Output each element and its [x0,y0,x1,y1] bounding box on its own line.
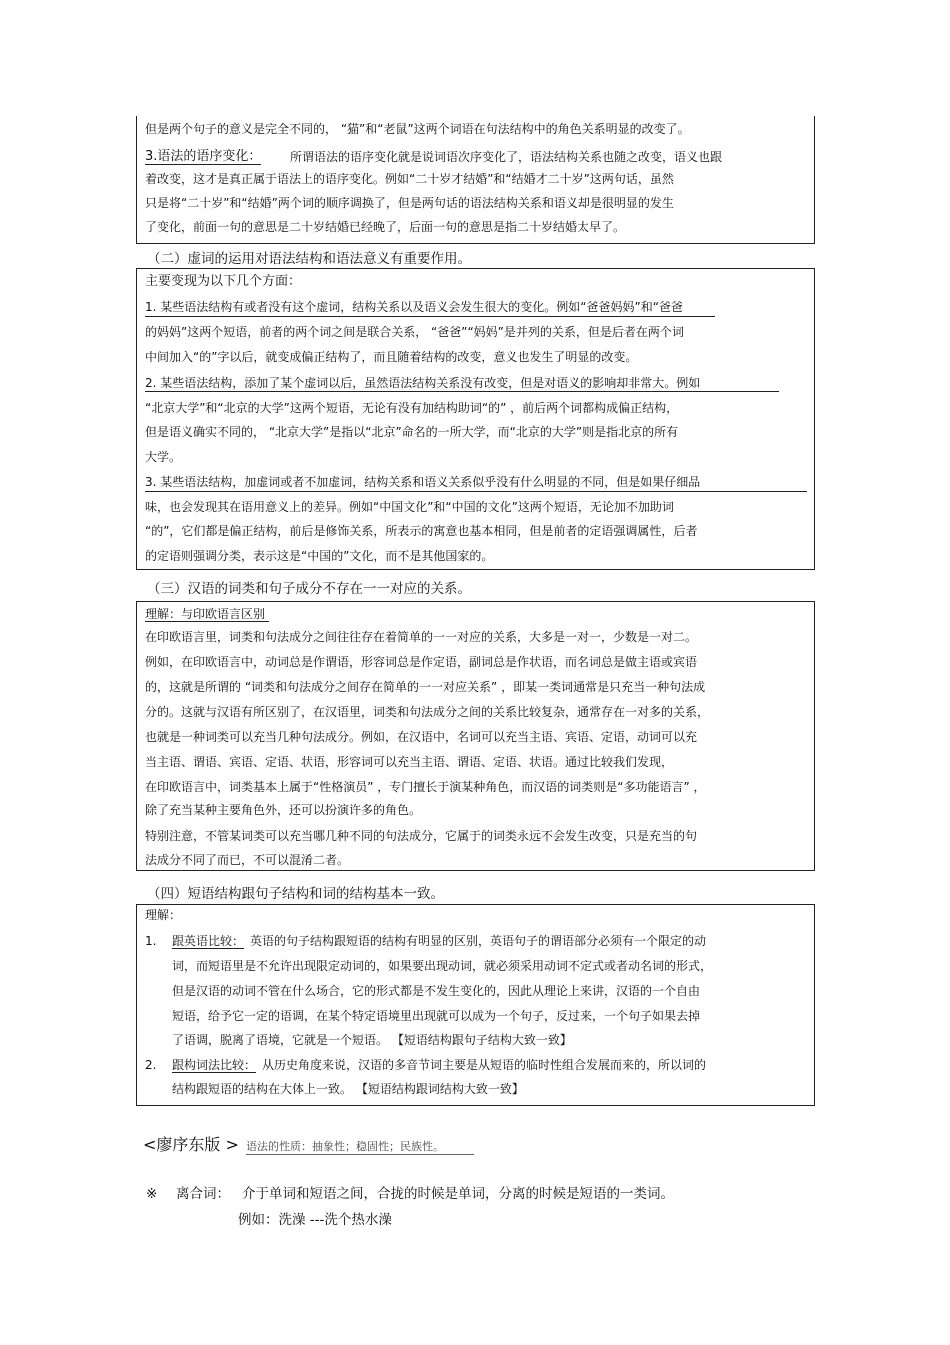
box3-line-10: 法成分不同了而已，不可以混淆二者。 [145,853,350,867]
box3-line-4: 分的。这就与汉语有所区别了，在汉语里，词类和句法成分之间的关系比较复杂，通常存在一对多的关系， [145,705,710,719]
box2-underline-3 [145,491,807,492]
box1-line-1: 但是两个句子的意义是完全不同的， “猫”和“老鼠”这两个词语在句法结构中的角色关系明显的改变了。 [145,122,690,136]
item1-line-2: 词，而短语里是不允许出现限定动词的，如果要出现动词，就必须采用动词不定式或者动名词的形式， [172,959,713,973]
box4-intro: 理解： [145,908,182,922]
box3-line-9: 特别注意，不管某词类可以充当哪几种不同的句法成分，它属于的词类永远不会发生改变，只是充当的句 [145,829,698,843]
section-heading-2: （二）虚词的运用对语法结构和语法意义有重要作用。 [147,251,471,267]
edition-tag: <廖序东版 > [143,1135,239,1154]
box2-line-7: 大学。 [145,450,182,464]
box2-line-2: 的妈妈”这两个短语，前者的两个词之间是联合关系， “爸爸”“妈妈”是并列的关系，但是后者在两个词 [145,325,684,339]
box3-line-1: 在印欧语言里，词类和句法成分之间往往存在着简单的一一对应的关系，大多是一对一，少数是一对二。 [145,630,698,644]
box2-line-10: “的”，它们都是偏正结构，前后是修饰关系，所表示的寓意也基本相同，但是前者的定语强调属性，后者 [145,524,698,538]
box1-line-2: 着改变，这才是真正属于语法上的语序变化。例如“二十岁才结婚”和“结婚才二十岁”这两句话，虽然 [145,172,674,186]
item1-first-line: 英语的句子结构跟短语的结构有明显的区别，英语句子的谓语部分必须有一个限定的动 [250,934,707,948]
box2-line-4: 2. 某些语法结构，添加了某个虚词以后，虽然语法结构关系没有改变，但是对语义的影响却非常大。例如 [145,376,701,390]
note-text: 介于单词和短语之间，合拢的时候是单词，分离的时候是短语的一类词。 [242,1186,674,1202]
item2-line-2: 结构跟短语的结构在大体上一致。 【短语结构跟词结构大致一致】 [172,1082,524,1096]
box2-line-5: “北京大学”和“北京的大学”这两个短语，无论有没有加结构助词“的” ，前后两个词都构成偏正结构， [145,401,679,415]
box3-line-2: 例如，在印欧语言中，动词总是作谓语，形容词总是作定语，副词总是作状语，而名词总是做主语或宾语 [145,655,698,669]
section-heading-3: （三）汉语的词类和句子成分不存在一一对应的关系。 [147,581,471,597]
box2-line-6: 但是语义确实不同的， “北京大学”是指以“北京”命名的一所大学，而“北京的大学”则是指北京的所有 [145,425,679,439]
item1-line-5: 了语调，脱离了语境，它就是一个短语。 【短语结构跟句子结构大致一致】 [172,1033,572,1047]
item1-line-3: 但是汉语的动词不管在什么场合，它的形式都是不发生变化的，因此从理论上来讲，汉语的一个自由 [172,984,701,998]
section-heading-4: （四）短语结构跟句子结构和词的结构基本一致。 [147,886,444,902]
box3-intro: 理解：与印欧语言区别 [145,607,269,622]
item1-number: 1. [145,934,157,948]
edition-tag-suffix: 语法的性质：抽象性；稳固性；民族性。 [246,1140,474,1155]
box2-underline-1 [145,316,715,317]
box3-line-7: 在印欧语言中，词类基本上属于“性格演员” ，专门擅长于演某种角色，而汉语的词类则是“多功能语言” ， [145,780,706,794]
box2-line-11: 的定语则强调分类，表示这是“中国的”文化，而不是其他国家的。 [145,549,494,563]
box1-line-4: 了变化，前面一句的意思是二十岁结婚已经晚了，后面一句的意思是指二十岁结婚太早了。 [145,220,626,234]
item1-title: 跟英语比较： [172,934,245,948]
note-mark: ※ [146,1186,158,1202]
box3-line-6: 当主语、谓语、宾语、定语、状语，形容词可以充当主语、谓语、定语、状语。通过比较我们发现， [145,755,674,769]
box2-line-8: 3. 某些语法结构，加虚词或者不加虚词，结构关系和语义关系似乎没有什么明显的不同，但是如果仔细品 [145,475,701,489]
box1-line-3: 只是将“二十岁”和“结婚”两个词的顺序调换了，但是两句话的语法结构关系和语义却是很明显的发生 [145,196,674,210]
box2-line-1: 1. 某些语法结构有或者没有这个虚词，结构关系以及语义会发生很大的变化。例如“爸爸妈妈”和“爸爸 [145,300,683,314]
item2-title: 跟构词法比较： [172,1058,257,1072]
item2-first-line: 从历史角度来说，汉语的多音节词主要是从短语的临时性组合发展而来的，所以词的 [262,1058,707,1072]
point3-text: 所谓语法的语序变化就是说词语次序变化了，语法结构关系也随之改变，语义也跟 [290,150,723,164]
note-label: 离合词： [176,1186,230,1202]
item1-line-4: 短语，给予它一定的语调，在某个特定语境里出现就可以成为一个句子，反过来，一个句子如果去掉 [172,1009,701,1023]
box2-line-3: 中间加入“的”字以后，就变成偏正结构了，而且随着结构的改变，意义也发生了明显的改变。 [145,350,638,364]
item2-number: 2. [145,1058,157,1072]
box2-intro: 主要变现为以下几个方面： [145,274,302,289]
box2-line-9: 味，也会发现其在语用意义上的差异。例如“中国文化”和“中国的文化”这两个短语，无论加不加助词 [145,500,674,514]
box3-line-5: 也就是一种词类可以充当几种句法成分。例如，在汉语中，名词可以充当主语、宾语、定语，动词可以充 [145,730,698,744]
box2-underline-2 [145,391,779,392]
note-example: 例如：洗澡 ---洗个热水澡 [238,1212,392,1228]
box3-line-3: 的，这就是所谓的 “词类和句法成分之间存在简单的一一对应关系” ，即某一类词通常是只充当一种句法成 [145,680,706,694]
box3-line-8: 除了充当某种主要角色外，还可以扮演许多的角色。 [145,803,422,817]
point3-title: 3.语法的语序变化： [145,149,262,164]
